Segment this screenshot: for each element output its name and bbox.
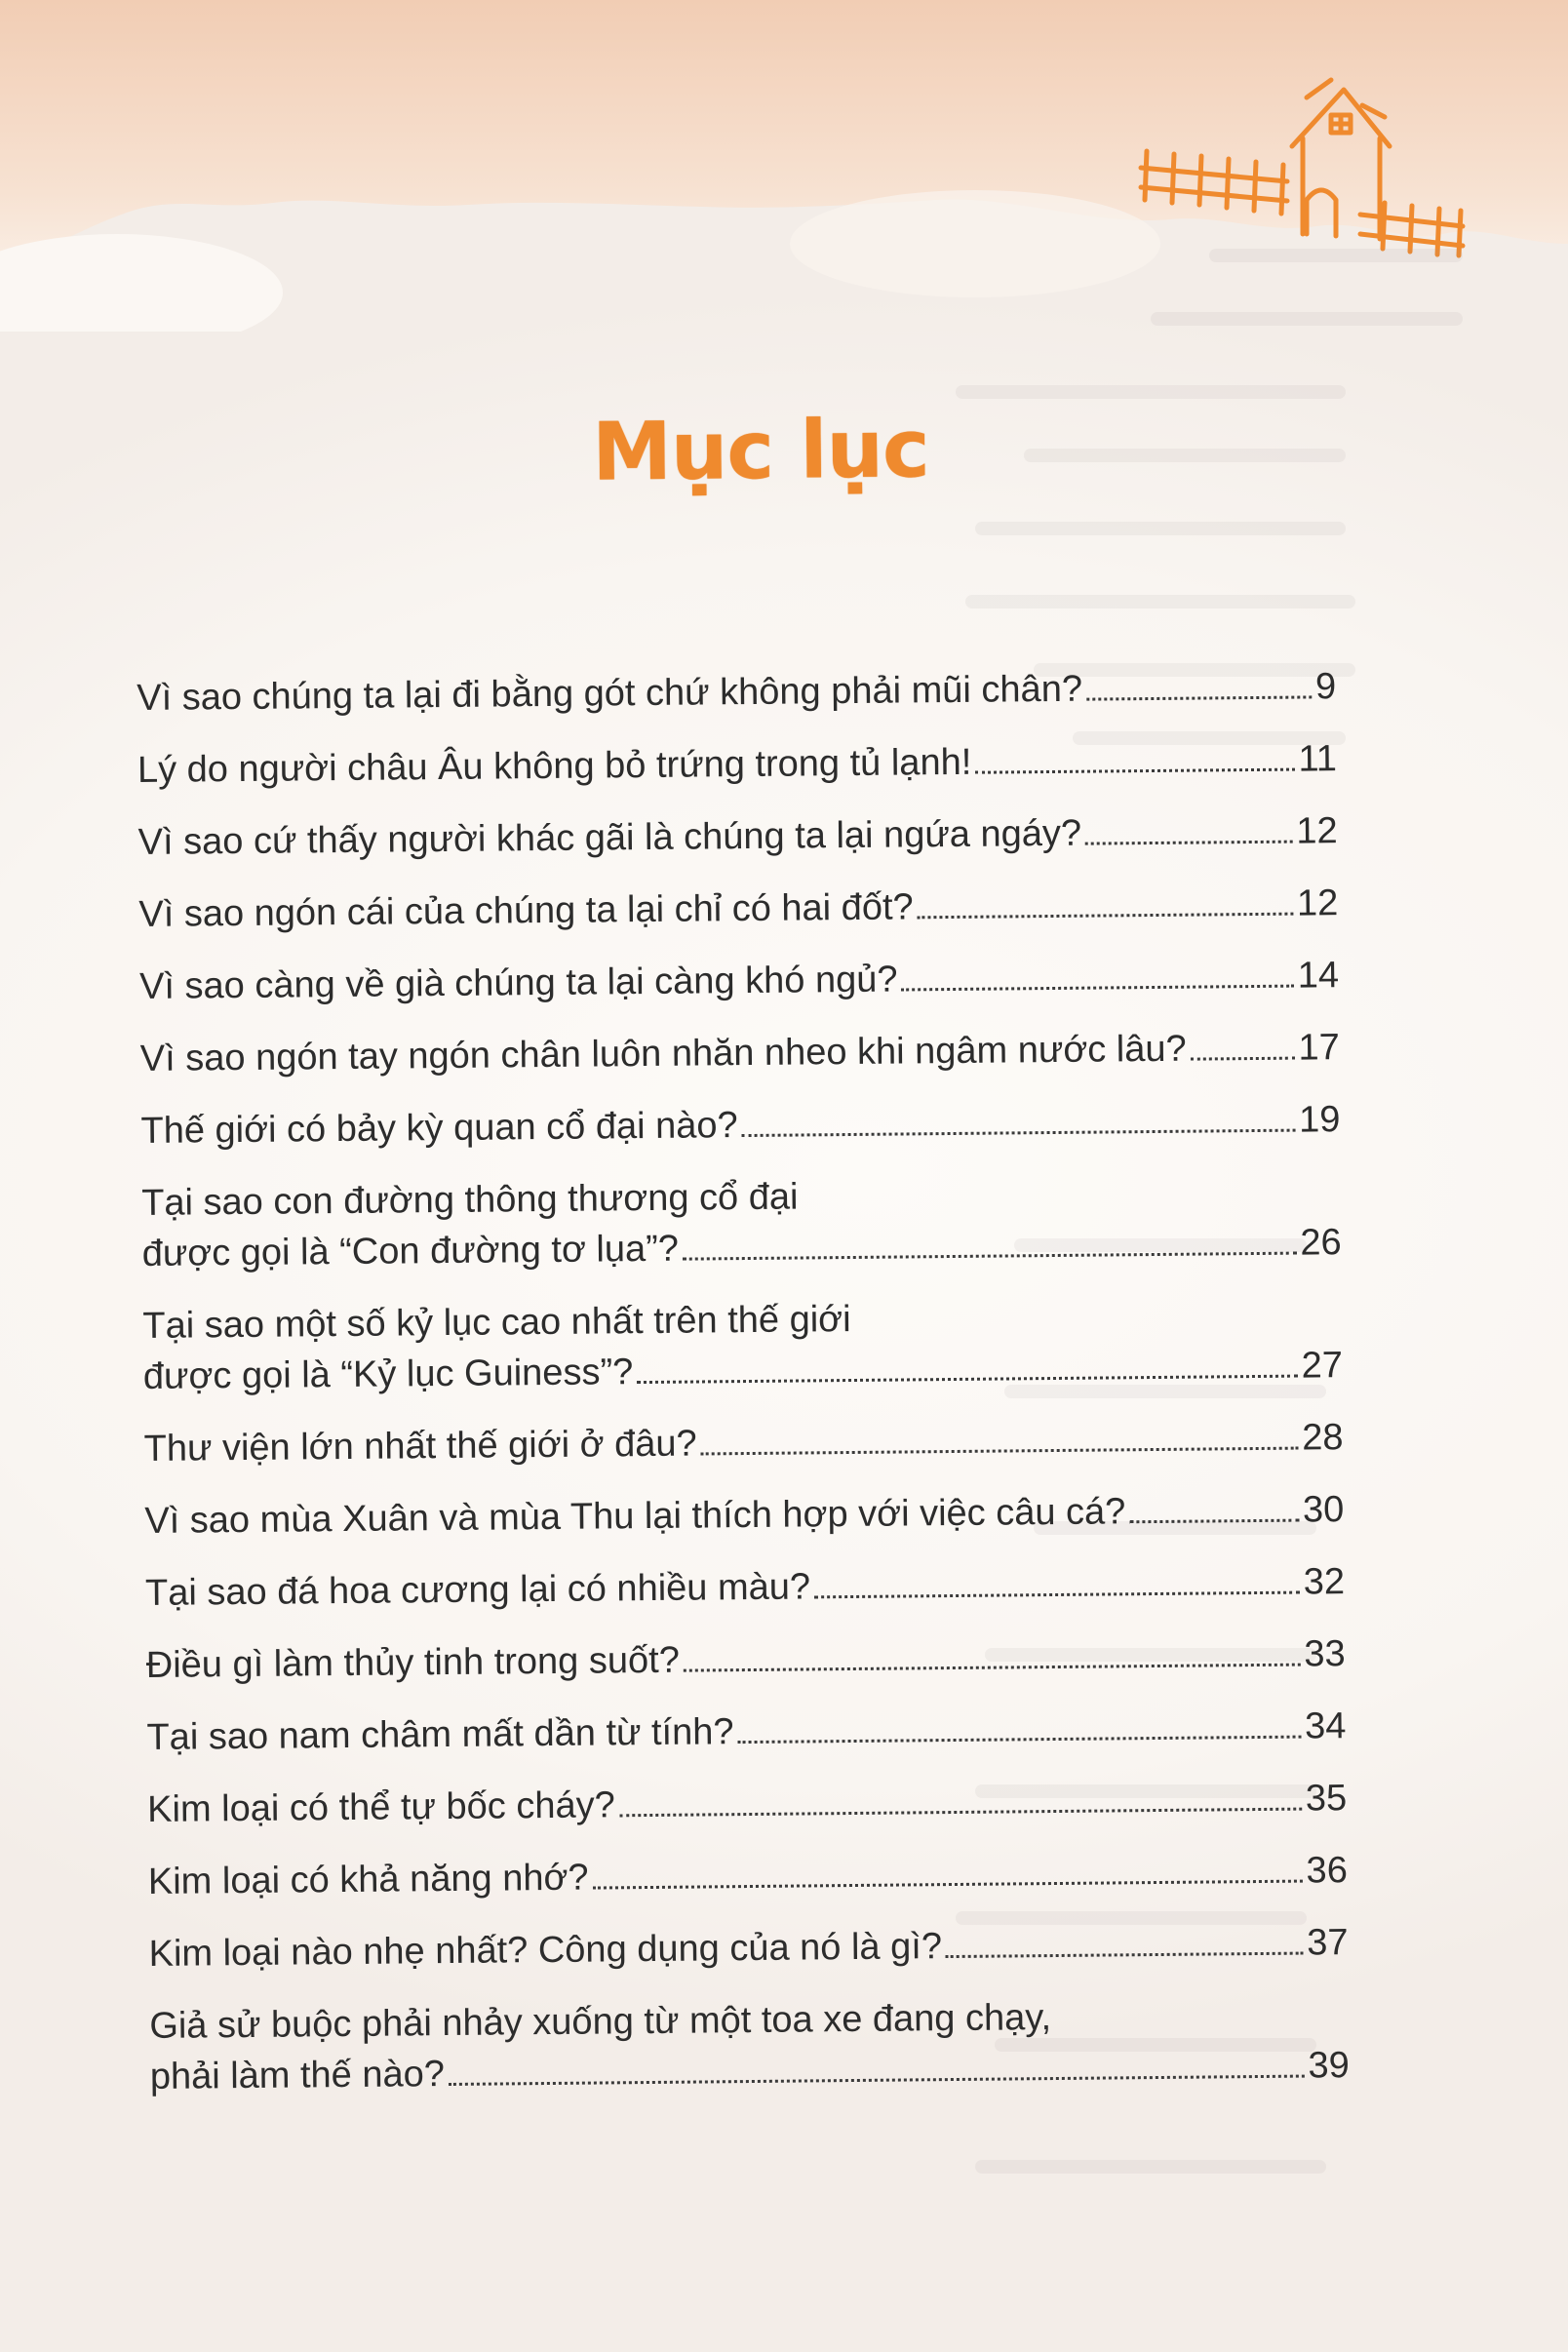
toc-page-number: 11 bbox=[1298, 738, 1338, 780]
dot-leader bbox=[593, 1880, 1303, 1890]
dot-leader bbox=[738, 1736, 1302, 1744]
toc-entry-title: Kim loại có khả năng nhớ? bbox=[147, 1857, 589, 1902]
dot-leader bbox=[1191, 1057, 1295, 1061]
toc-entry[interactable] bbox=[147, 1773, 1347, 1835]
dot-leader bbox=[449, 2075, 1305, 2086]
dot-leader bbox=[902, 985, 1294, 992]
dot-leader bbox=[683, 1252, 1296, 1261]
toc-page-number: 34 bbox=[1304, 1705, 1347, 1747]
toc-entry[interactable] bbox=[138, 878, 1338, 940]
page-title: Mục lục bbox=[591, 403, 930, 499]
dot-leader bbox=[946, 1952, 1303, 1959]
cloud-band-shape bbox=[0, 0, 1568, 275]
toc-entry-title: Điều gì làm thủy tinh trong suốt? bbox=[145, 1639, 681, 1686]
toc-page-number: 14 bbox=[1297, 955, 1340, 997]
toc-page-number: 32 bbox=[1303, 1561, 1346, 1603]
toc-entry[interactable] bbox=[148, 1845, 1348, 1907]
toc-entry-title: Thế giới có bảy kỳ quan cổ đại nào? bbox=[140, 1105, 738, 1152]
toc-entry-title: Tại sao nam châm mất dần từ tính? bbox=[146, 1711, 734, 1758]
toc-entry[interactable] bbox=[148, 1917, 1348, 1980]
toc-page-number: 30 bbox=[1302, 1489, 1345, 1531]
toc-entry-title: Vì sao mùa Xuân và mùa Thu lại thích hợp với việc câu cá? bbox=[144, 1491, 1126, 1542]
dot-leader bbox=[619, 1808, 1302, 1818]
toc-entry-title: Kim loại nào nhẹ nhất? Công dụng của nó là gì? bbox=[148, 1926, 943, 1975]
dot-leader bbox=[637, 1375, 1297, 1385]
toc-entry-title: Vì sao ngón tay ngón chân luôn nhăn nheo khi ngâm nước lâu? bbox=[139, 1028, 1187, 1079]
toc-page-number: 17 bbox=[1298, 1027, 1340, 1069]
toc-entry-title: Lý do người châu Âu không bỏ trứng trong tủ lạnh! bbox=[137, 741, 972, 791]
toc-entry[interactable] bbox=[141, 1166, 1342, 1279]
toc-entry[interactable] bbox=[140, 1094, 1340, 1156]
toc-page-number: 33 bbox=[1304, 1633, 1346, 1675]
bleed-through bbox=[1151, 312, 1463, 326]
header-decoration-band bbox=[0, 0, 1568, 332]
toc-entry-title: được gọi là “Con đường tơ lụa”? bbox=[141, 1228, 680, 1274]
toc-entry-title-line: Tại sao con đường thông thương cổ đại bbox=[141, 1176, 799, 1224]
dot-leader bbox=[1085, 841, 1292, 845]
toc-entry-title: được gọi là “Kỷ lục Guiness”? bbox=[142, 1352, 634, 1397]
bleed-through bbox=[965, 595, 1355, 608]
toc-entry[interactable] bbox=[140, 1022, 1340, 1084]
dot-leader bbox=[918, 913, 1293, 920]
toc-entry-title: Vì sao càng về già chúng ta lại càng khó ngủ? bbox=[138, 959, 898, 1007]
toc-entry[interactable] bbox=[137, 805, 1337, 868]
table-of-contents bbox=[137, 661, 1350, 2124]
toc-entry-title: Kim loại có thể tự bốc cháy? bbox=[146, 1784, 615, 1830]
toc-page-number: 12 bbox=[1296, 882, 1339, 924]
toc-entry-title: Tại sao đá hoa cương lại có nhiều màu? bbox=[144, 1566, 811, 1614]
dot-leader bbox=[814, 1591, 1300, 1599]
bleed-through bbox=[975, 522, 1346, 535]
toc-entry[interactable] bbox=[146, 1628, 1346, 1691]
toc-entry[interactable] bbox=[143, 1412, 1343, 1474]
toc-entry[interactable] bbox=[145, 1556, 1345, 1619]
toc-entry-title: Vì sao chúng ta lại đi bằng gót chứ không phải mũi chân? bbox=[137, 668, 1083, 719]
toc-entry[interactable] bbox=[137, 661, 1336, 724]
toc-entry[interactable] bbox=[142, 1289, 1343, 1402]
toc-page-number: 28 bbox=[1302, 1417, 1344, 1459]
dot-leader bbox=[1129, 1519, 1299, 1524]
toc-page-number: 12 bbox=[1296, 810, 1338, 852]
toc-entry-title-line: Tại sao một số kỷ lục cao nhất trên thế giới bbox=[142, 1298, 851, 1347]
toc-page-number: 35 bbox=[1305, 1778, 1348, 1820]
toc-page-number: 37 bbox=[1307, 1922, 1349, 1964]
bleed-through bbox=[956, 385, 1346, 399]
toc-entry[interactable] bbox=[146, 1701, 1346, 1763]
bleed-through bbox=[1209, 249, 1463, 262]
bleed-through bbox=[975, 2160, 1326, 2174]
toc-page-number: 19 bbox=[1298, 1099, 1341, 1141]
toc-entry-title: Vì sao cứ thấy người khác gãi là chúng ta lại ngứa ngáy? bbox=[137, 812, 1082, 863]
toc-entry[interactable] bbox=[139, 950, 1339, 1012]
toc-page-number: 27 bbox=[1301, 1345, 1344, 1387]
dot-leader bbox=[975, 768, 1294, 774]
dot-leader bbox=[1086, 695, 1312, 700]
toc-entry-title: Thư viện lớn nhất thế giới ở đâu? bbox=[143, 1423, 697, 1470]
toc-page-number: 26 bbox=[1300, 1222, 1342, 1264]
toc-page-number: 36 bbox=[1306, 1850, 1349, 1892]
toc-page-number: 9 bbox=[1314, 666, 1337, 708]
dot-leader bbox=[742, 1129, 1296, 1137]
toc-entry[interactable] bbox=[149, 1989, 1350, 2102]
dot-leader bbox=[701, 1447, 1299, 1456]
dot-leader bbox=[684, 1664, 1301, 1672]
toc-page-number: 39 bbox=[1308, 2045, 1350, 2087]
toc-entry-title: Vì sao ngón cái của chúng ta lại chỉ có hai đốt? bbox=[138, 886, 914, 935]
toc-entry[interactable] bbox=[137, 733, 1337, 796]
toc-entry[interactable] bbox=[144, 1484, 1344, 1547]
toc-entry-title: phải làm thế nào? bbox=[149, 2054, 446, 2097]
toc-entry-title-line: Giả sử buộc phải nhảy xuống từ một toa xe đang chạy, bbox=[149, 1997, 1052, 2047]
